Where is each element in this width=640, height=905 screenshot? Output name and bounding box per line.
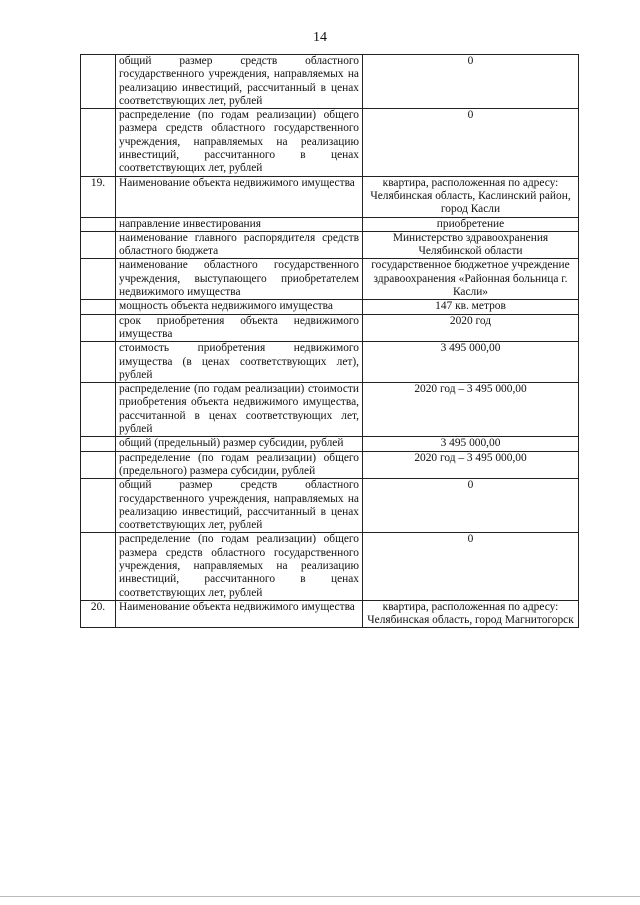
table-body — [81, 55, 579, 628]
parameter-value-cell: квартира, расположенная по адресу: Челябинская область, город Магнитогорск — [363, 600, 579, 628]
parameter-label-cell: стоимость приобретения недвижимого имущества (в ценах соответствующих лет), рублей — [116, 342, 363, 383]
parameter-label-cell: общий размер средств областного государственного учреждения, направляемых на реализацию инвестиций, рассчитанный в ценах соответствующих лет, рублей — [116, 55, 363, 109]
property-investment-table — [80, 54, 579, 628]
parameter-label-cell: Наименование объекта недвижимого имущества — [116, 176, 363, 217]
table-row — [81, 479, 579, 533]
table-row — [81, 231, 579, 259]
parameter-value-cell: 0 — [363, 479, 579, 533]
row-number-cell — [81, 55, 116, 109]
table-row — [81, 533, 579, 600]
parameter-value-cell: квартира, расположенная по адресу: Челябинская область, Каслинский район, город Касли — [363, 176, 579, 217]
row-number-cell — [81, 342, 116, 383]
row-number-cell — [81, 437, 116, 451]
row-number-cell — [81, 451, 116, 479]
parameter-value-cell: 147 кв. метров — [363, 300, 579, 314]
parameter-label-cell: срок приобретения объекта недвижимого имущества — [116, 314, 363, 342]
table-row — [81, 176, 579, 217]
parameter-label-cell: общий (предельный) размер субсидии, рублей — [116, 437, 363, 451]
parameter-value-cell: 2020 год – 3 495 000,00 — [363, 383, 579, 437]
parameter-value-cell: Министерство здравоохранения Челябинской области — [363, 231, 579, 259]
parameter-value-cell: 0 — [363, 109, 579, 176]
table-row — [81, 300, 579, 314]
page-number: 14 — [313, 30, 327, 45]
page-bottom-rule — [0, 896, 640, 897]
parameter-label-cell: общий размер средств областного государственного учреждения, направляемых на реализацию инвестиций, рассчитанный в ценах соответствующих лет, рублей — [116, 479, 363, 533]
row-number-cell — [81, 479, 116, 533]
parameter-value-cell: 0 — [363, 55, 579, 109]
parameter-value-cell: 2020 год — [363, 314, 579, 342]
table-row — [81, 217, 579, 231]
row-number-cell — [81, 231, 116, 259]
table-row — [81, 342, 579, 383]
parameter-label-cell: мощность объекта недвижимого имущества — [116, 300, 363, 314]
parameter-value-cell: 0 — [363, 533, 579, 600]
parameter-value-cell: 2020 год – 3 495 000,00 — [363, 451, 579, 479]
parameter-value-cell: 3 495 000,00 — [363, 437, 579, 451]
parameter-label-cell: наименование областного государственного учреждения, выступающего приобретателем недвижимого имущества — [116, 259, 363, 300]
parameter-label-cell: распределение (по годам реализации) стоимости приобретения объекта недвижимого имущества, рассчитанной в ценах соответствующих лет, рублей — [116, 383, 363, 437]
row-number-cell: 19. — [81, 176, 116, 217]
row-number-cell — [81, 383, 116, 437]
parameter-label-cell: наименование главного распорядителя средств областного бюджета — [116, 231, 363, 259]
parameter-label-cell: распределение (по годам реализации) общего размера средств областного государственного учреждения, направляемых на реализацию инвестиций, рассчитанного в ценах соответствующих лет, рублей — [116, 533, 363, 600]
row-number-cell: 20. — [81, 600, 116, 628]
table-row — [81, 314, 579, 342]
parameter-value-cell: государственное бюджетное учреждение здравоохранения «Районная больница г. Касли» — [363, 259, 579, 300]
parameter-label-cell: направление инвестирования — [116, 217, 363, 231]
row-number-cell — [81, 533, 116, 600]
table-row — [81, 259, 579, 300]
table-row — [81, 600, 579, 628]
parameter-value-cell: 3 495 000,00 — [363, 342, 579, 383]
row-number-cell — [81, 300, 116, 314]
parameter-value-cell: приобретение — [363, 217, 579, 231]
table-row — [81, 109, 579, 176]
parameter-label-cell: Наименование объекта недвижимого имущества — [116, 600, 363, 628]
table-row — [81, 437, 579, 451]
row-number-cell — [81, 109, 116, 176]
table-row — [81, 451, 579, 479]
row-number-cell — [81, 217, 116, 231]
row-number-cell — [81, 259, 116, 300]
row-number-cell — [81, 314, 116, 342]
parameter-label-cell: распределение (по годам реализации) общего размера средств областного государственного учреждения, направляемых на реализацию инвестиций, рассчитанного в ценах соответствующих лет, рублей — [116, 109, 363, 176]
parameter-label-cell: распределение (по годам реализации) общего (предельного) размера субсидии, рублей — [116, 451, 363, 479]
table-row — [81, 383, 579, 437]
table-row — [81, 55, 579, 109]
